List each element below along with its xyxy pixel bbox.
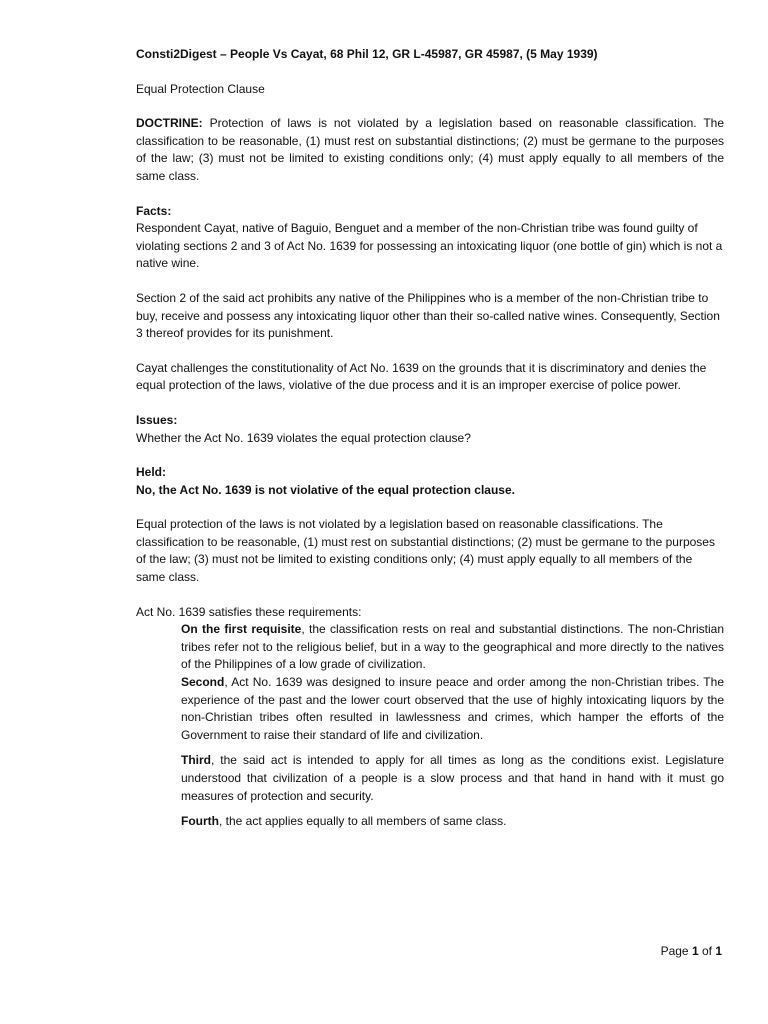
requirement-second [181, 674, 724, 744]
doctrine-text: Protection of laws is not violated by a legislation based on reasonable classification. The classification to be reasonable, (1) must rest on substantial distinctions; (2) must be germane to the purposes of the law; (3) must not be limited to existing conditions only; (4) must apply equally to all members of the same class. [136, 116, 724, 183]
requirements-list [181, 621, 724, 831]
held-paragraph-1: Equal protection of the laws is not violated by a legislation based on reasonable classifications. The classification to be reasonable, (1) must rest on substantial distinctions; (2) must be germane to the purposes of the law; (3) must not be limited to existing conditions only; (4) must apply equally to all members of the same class. [136, 517, 715, 585]
requirement-third-label: Third [181, 753, 211, 768]
document-title: Consti2Digest – People Vs Cayat, 68 Phil 12, GR L-45987, GR 45987, (5 May 1939) [136, 47, 598, 61]
doctrine-label: DOCTRINE: [136, 116, 203, 131]
footer-page-num: 1 [691, 944, 699, 958]
requirement-third-text: , the said act is intended to apply for all times as long as the conditions exist. Legislature understood that civilization of a people is a slow process and that hand in hand with it must go measures of protection and security. [181, 753, 724, 803]
requirements-intro: Act No. 1639 satisfies these requirements: [136, 604, 362, 619]
requirement-third [181, 752, 724, 805]
held-section [136, 464, 724, 499]
issues-text: Whether the Act No. 1639 violates the equal protection clause? [136, 430, 471, 445]
held-ruling: No, the Act No. 1639 is not violative of the equal protection clause. [136, 482, 515, 497]
page-number-footer [661, 944, 722, 958]
footer-of-word: of [698, 944, 716, 958]
requirement-first-text: , the classification rests on real and substantial distinctions. The non-Christian tribes refer not to the religious belief, but in a way to the geographical and more directly to the natives of the Philippines of a low grade of civilization. [181, 622, 724, 672]
facts-heading: Facts: [136, 203, 172, 218]
doctrine-paragraph [136, 115, 724, 185]
requirement-first [181, 621, 724, 674]
held-heading: Held: [136, 465, 166, 480]
requirement-fourth-text: , the act applies equally to all members of same class. [219, 814, 507, 829]
footer-page-total: 1 [715, 944, 722, 958]
requirement-second-text: , Act No. 1639 was designed to insure peace and order among the non-Christian tribes. The experience of the past and the lower court observed that the use of highly intoxicating liquors by the non-Christian tribes often resulted in lawlessness and crimes, which hamper the efforts of the Government to raise their standard of life and civilization. [181, 675, 724, 742]
requirement-fourth-label: Fourth [181, 814, 219, 829]
document-page [136, 46, 724, 839]
document-subtitle: Equal Protection Clause [136, 81, 265, 96]
facts-section [136, 203, 724, 395]
footer-page-word: Page [660, 944, 692, 958]
requirement-fourth [181, 813, 724, 831]
facts-paragraph-3: Cayat challenges the constitutionality of Act No. 1639 on the grounds that it is discriminatory and denies the equal protection of the laws, violative of the due process and it is an improper exercise of police power. [136, 360, 707, 393]
requirement-first-label: On the first requisite [181, 622, 302, 637]
issues-heading: Issues: [136, 412, 178, 427]
issues-section [136, 412, 724, 447]
facts-paragraph-2: Section 2 of the said act prohibits any native of the Philippines who is a member of the non-Christian tribe to buy, receive and possess any intoxicating liquor other than their so-called native wines. Consequently, Section 3 thereof provides for its punishment. [136, 290, 720, 341]
requirement-second-label: Second [181, 675, 225, 690]
facts-paragraph-1: Respondent Cayat, native of Baguio, Benguet and a member of the non-Christian tribe was found guilty of violating sections 2 and 3 of Act No. 1639 for possessing an intoxicating liquor (one bottle of gin) which is not a native wine. [136, 221, 723, 271]
requirements-section [136, 604, 724, 831]
